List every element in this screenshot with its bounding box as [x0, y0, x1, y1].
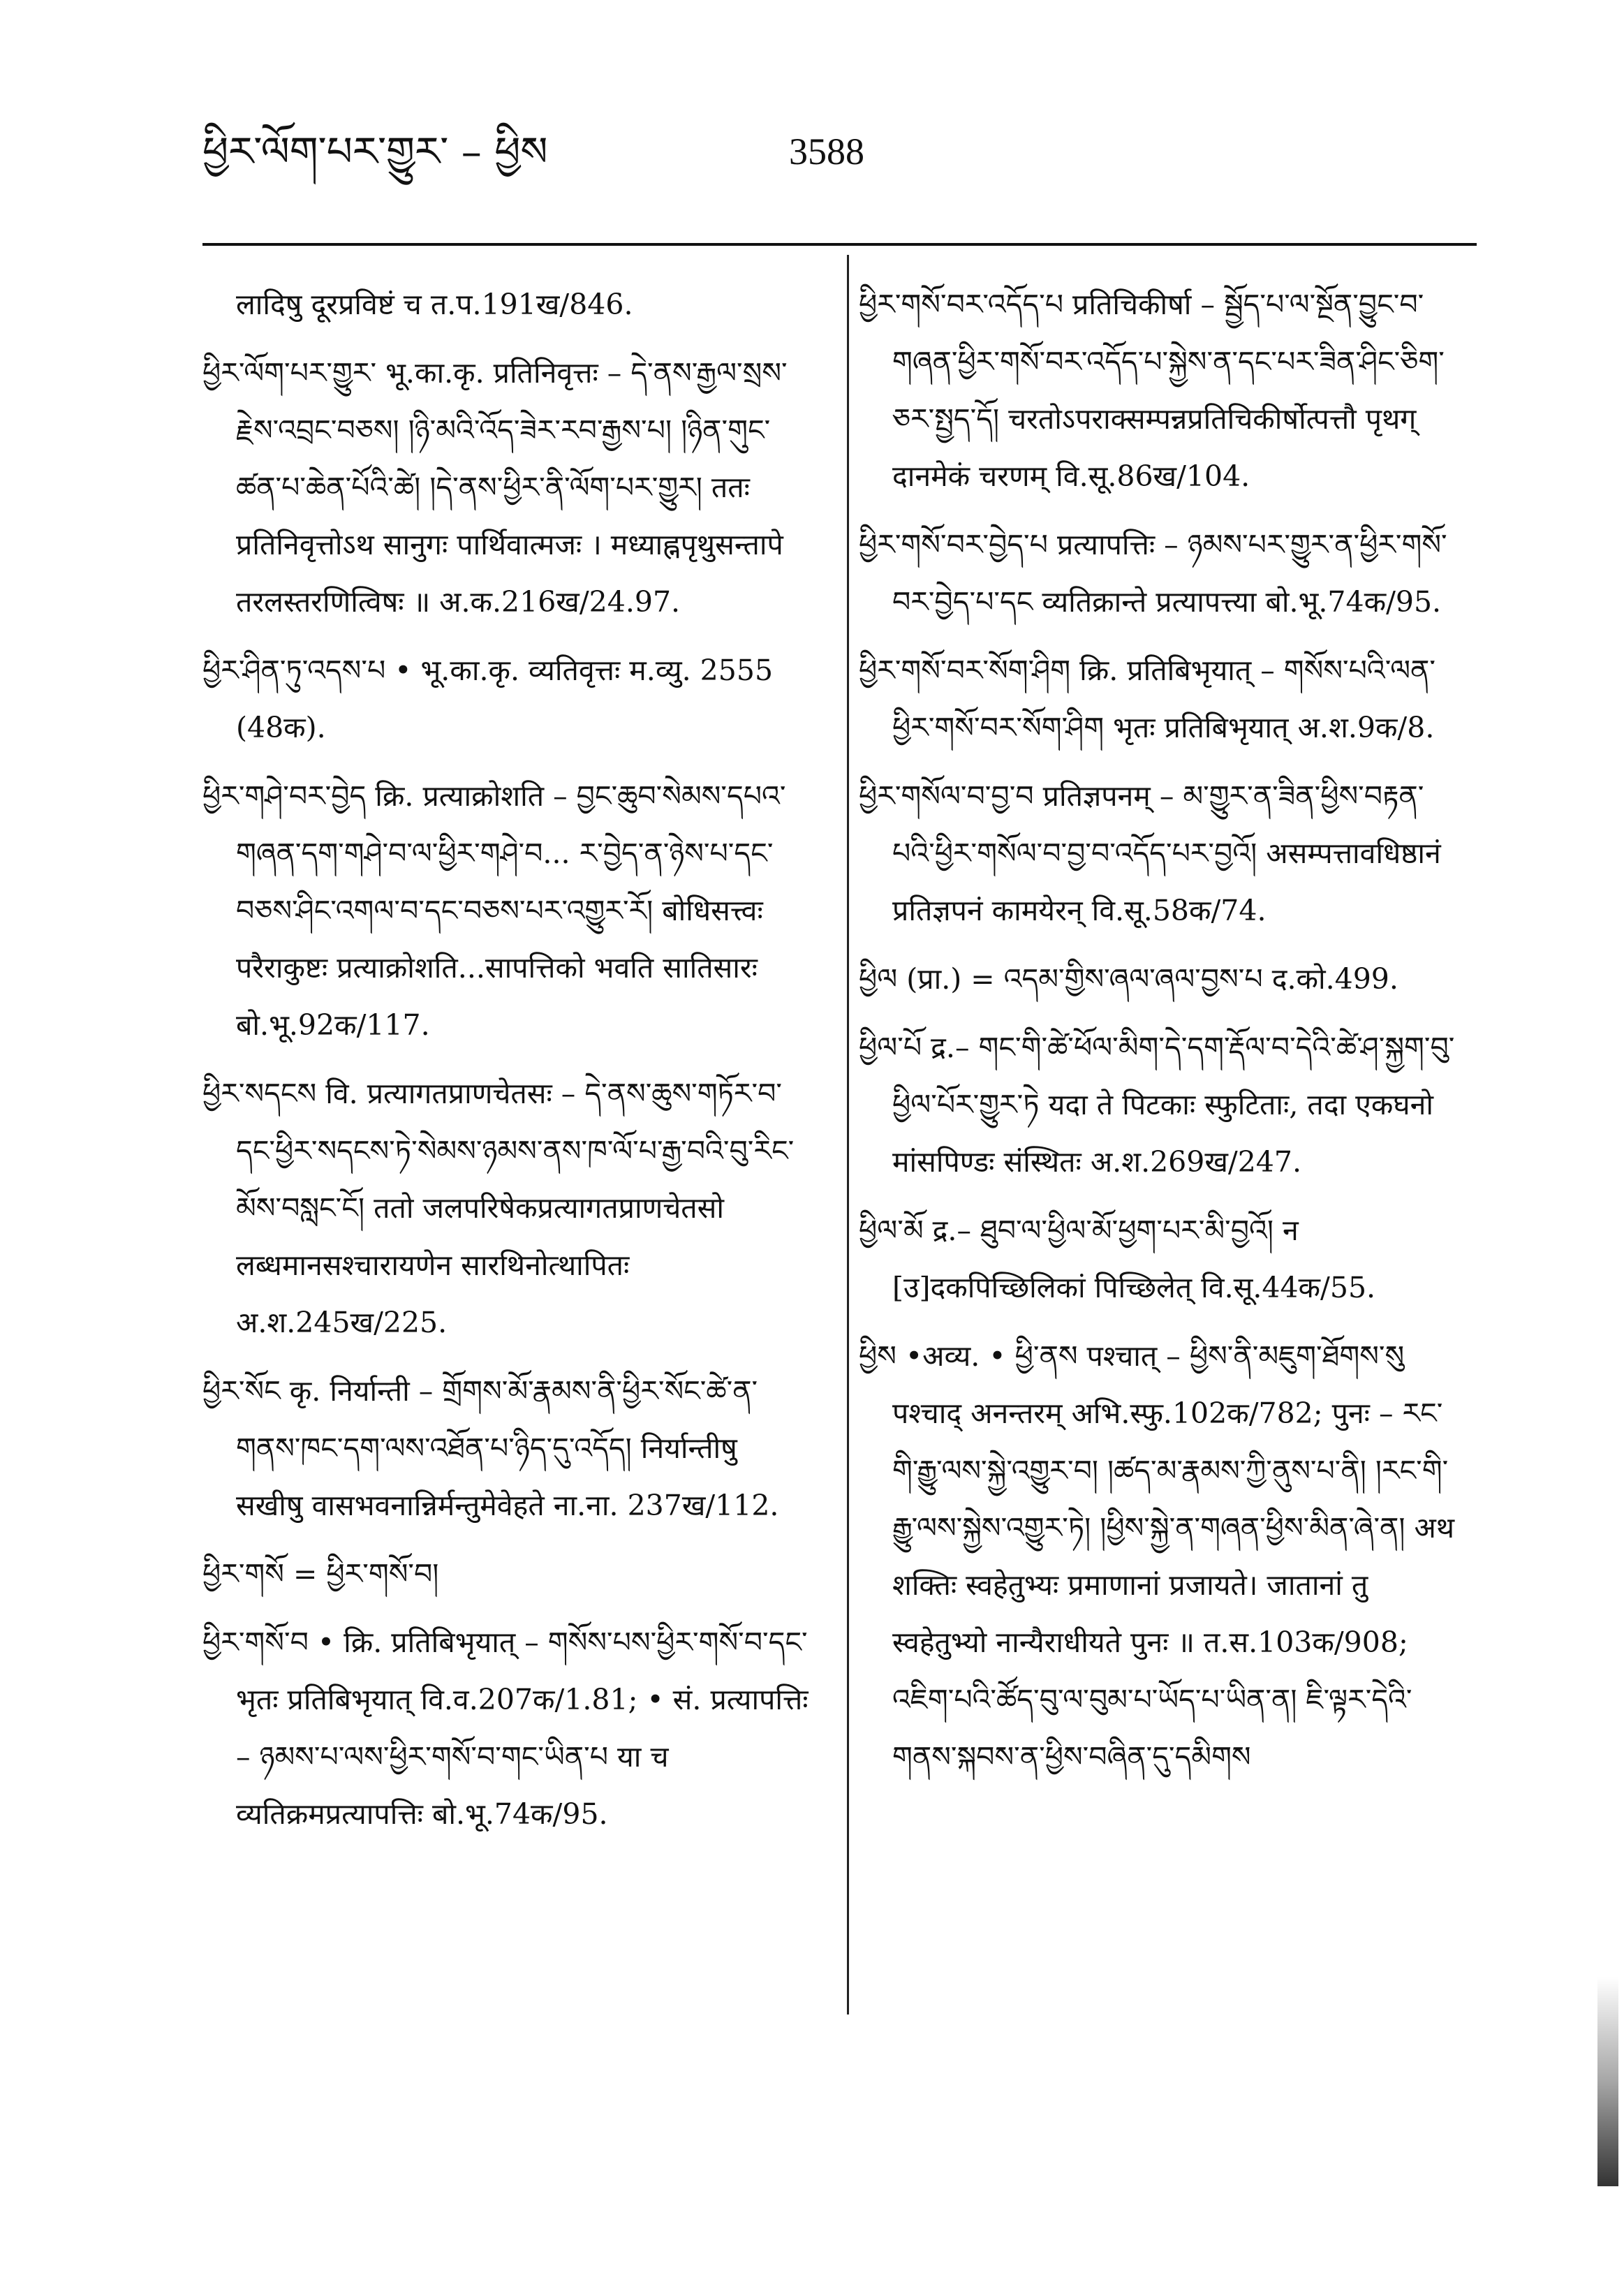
page-number: 3588	[789, 131, 864, 172]
dictionary-entry: लादिषु दूरप्रविष्टं च त.प.191ख/846.	[236, 288, 633, 321]
header-rule	[202, 243, 1477, 246]
left-column	[202, 276, 810, 1854]
dictionary-entry: ཕྱིར་གསོ་བར་འདོད་པ प्रतिचिकीर्षा – སྦྱོད་པ་ལ་སྔོན་བྱུང་བ་གཞན་ཕྱིར་གསོ་བར་འདོད་པ་སྐྱེས་ན་དང་པར་ཟིན་ཤིང་ཅིག་ཅར་སྤྱད་དོ། चरतोऽपराक्सम्पन्नप्रतिचिकीर्षोत्पत्तौ पृथग् दानमेकं चरणम् वि.सू.86ख/104.	[859, 288, 1445, 493]
dictionary-entry: ཕྱིར་ལོག་པར་གྱུར་ भू.का.कृ. प्रतिनिवृत्तः – དེ་ནས་རྒྱལ་སྲས་རྗེས་འབྲང་བཅས། །ཉི་མའི་འོད་ཟེར་རབ་རྒྱས་པ། །ཉིན་གུང་ཚན་པ་ཆེན་པོའི་ཚེ། །དེ་ནས་ཕྱིར་ནི་ལོག་པར་གྱུར། ततः प्रतिनिवृत्तोऽथ सानुगः पार्थिवात्मजः । मध्याह्नपृथुसन्तापे तरलस्तरणित्विषः ॥ अ.क.216ख/24.97.	[202, 356, 788, 619]
dictionary-entry: ཕྱིལ་མོ द्र.– ཐུབ་ལ་ཕྱིལ་མོ་ཕྱག་པར་མི་བྱའོ། न [उ]दकपिच्छिलिकां पिच्छिलेत् वि.सू.44क/55.	[859, 1214, 1376, 1304]
dictionary-entry: ཕྱིར་གཤེ་བར་བྱེད क्रि. प्रत्याक्रोशति – བྱང་ཆུབ་སེམས་དཔའ་གཞན་དག་གཤེ་བ་ལ་ཕྱིར་གཤེ་བ... ར་བྱེད་ན་ཉེས་པ་དང་བཅས་ཤིང་འགལ་བ་དང་བཅས་པར་འགྱུར་རོ། बोधिसत्त्वः परैराकुष्टः प्रत्याक्रोशति...सापत्तिको भवति सातिसारः बो.भू.92क/117.	[202, 779, 786, 1042]
right-column	[859, 276, 1466, 1797]
running-head: ཕྱིར་ལོག་པར་གྱུར་ – ཕྱིས	[202, 128, 548, 175]
dictionary-entry: ཕྱིར་གསོལ་བ་བྱ་བ प्रतिज्ञपनम् – མ་གྱུར་ན་ཟིན་ཕྱིས་བརྟན་པའི་ཕྱིར་གསོལ་བ་བྱ་བ་འདོད་པར་བྱའོ། असम्पत्तावधिष्ठानं प्रतिज्ञपनं कामयेरन् वि.सू.58क/74.	[859, 779, 1441, 927]
dictionary-entry: ཕྱིར་གསོ་བ • क्रि. प्रतिबिभृयात् – གསོས་པས་ཕྱིར་གསོ་བ་དང་ भृतः प्रतिबिभृयात् वि.व.207क/1.81; • सं. प्रत्यापत्तिः – ཉམས་པ་ལས་ཕྱིར་གསོ་བ་གང་ཡིན་པ या च व्यतिक्रमप्रत्यापत्तिः बो.भू.74क/95.	[202, 1626, 809, 1831]
dictionary-entry: ཕྱིས •अव्य. • ཕྱི་ནས पश्चात् – ཕྱིས་ནི་མཇུག་ཐོགས་སུ पश्चाद् अनन्तरम् अभि.स्फु.102क/782; पुनः – རང་གི་རྒྱུ་ལས་སྐྱེ་འགྱུར་བ། །ཚད་མ་རྣམས་ཀྱི་ནུས་པ་ནི། །རང་གི་རྒྱུ་ལས་སྐྱེས་འགྱུར་ཏེ། །ཕྱིས་སྐྱེ་ན་གཞན་ཕྱིས་མིན་ཞེ་ན། अथ शक्तिः स्वहेतुभ्यः प्रमाणानां प्रजायते। जातानां तु स्वहेतुभ्यो नान्यैराधीयते पुनः ॥ त.स.103क/908; འཇིག་པའི་ཚོད་བུ་ལ་བུམ་པ་ཡོད་པ་ཡིན་ན། ཇི་ལྟར་དེའི་གནས་སྐབས་ན་ཕྱིས་བཞིན་དུ་དམིགས	[859, 1339, 1455, 1774]
scan-edge-mark	[1597, 1977, 1618, 2186]
dictionary-entry: ཕྱིར་གསོ = ཕྱིར་གསོ་བ།	[202, 1557, 439, 1591]
dictionary-entry: ཕྱིལ་པོ द्र.– གང་གི་ཚེ་ཕོལ་མིག་དེ་དག་རྡོལ་བ་དེའི་ཚེ་ཤ་སྐྱག་བུ་ཕྱིལ་པོར་གྱུར་ཏེ यदा ते पिटकाः स्फुटिताः, तदा एकघनो मांसपिण्डः संस्थितः अ.श.269ख/247.	[859, 1031, 1455, 1179]
dictionary-entry: ཕྱིར་གསོ་བར་བྱེད་པ प्रत्यापत्तिः – ཉམས་པར་གྱུར་ན་ཕྱིར་གསོ་བར་བྱེད་པ་དང व्यतिक्रान्ते प्रत्यापत्त्या बो.भू.74क/95.	[859, 528, 1447, 619]
dictionary-entry: ཕྱིར་གསོ་བར་སོག་ཤིག क्रि. प्रतिबिभृयात् – གསོས་པའི་ལན་ཕྱིར་གསོ་བར་སོག་ཤིག भृतः प्रतिबिभृयात् अ.श.9क/8.	[859, 654, 1435, 744]
dictionary-entry: ཕྱིར་ཤིན་ཏུ་འདས་པ • भू.का.कृ. व्यतिवृत्तः म.व्यु. 2555 (48क).	[202, 654, 774, 744]
dictionary-entry: ཕྱིར་སོང कृ. निर्यान्ती – གྲོགས་མོ་རྣམས་ནི་ཕྱིར་སོང་ཚེ་ན་གནས་ཁང་དག་ལས་འཐོན་པ་ཉིད་དུ་འདོད། निर्यान्तीषु सखीषु वासभवनान्निर्मन्तुमेवेहते ना.ना. 237ख/112.	[202, 1374, 779, 1522]
dictionary-entry: ཕྱིར་སདངས वि. प्रत्यागतप्राणचेतसः – དེ་ནས་ཆུས་གཏོར་བ་དང་ཕྱིར་སདངས་ཏེ་སེམས་ཉམས་ནས་ཁ་ལོ་པ་རྒྱ་བའི་བུ་རིང་མོས་བསླང་ངོ། ततो जलपरिषेकप्रत्यागतप्राणचेतसो लब्धमानसश्चारायणेन सारथिनोत्थापितः अ.श.245ख/225.	[202, 1077, 795, 1339]
dictionary-entry: ཕྱིལ (प्रा.) = འདམ་གྱིས་ཞལ་ཞལ་བྱས་པ द.को.499.	[859, 962, 1398, 996]
column-divider	[847, 255, 849, 2014]
